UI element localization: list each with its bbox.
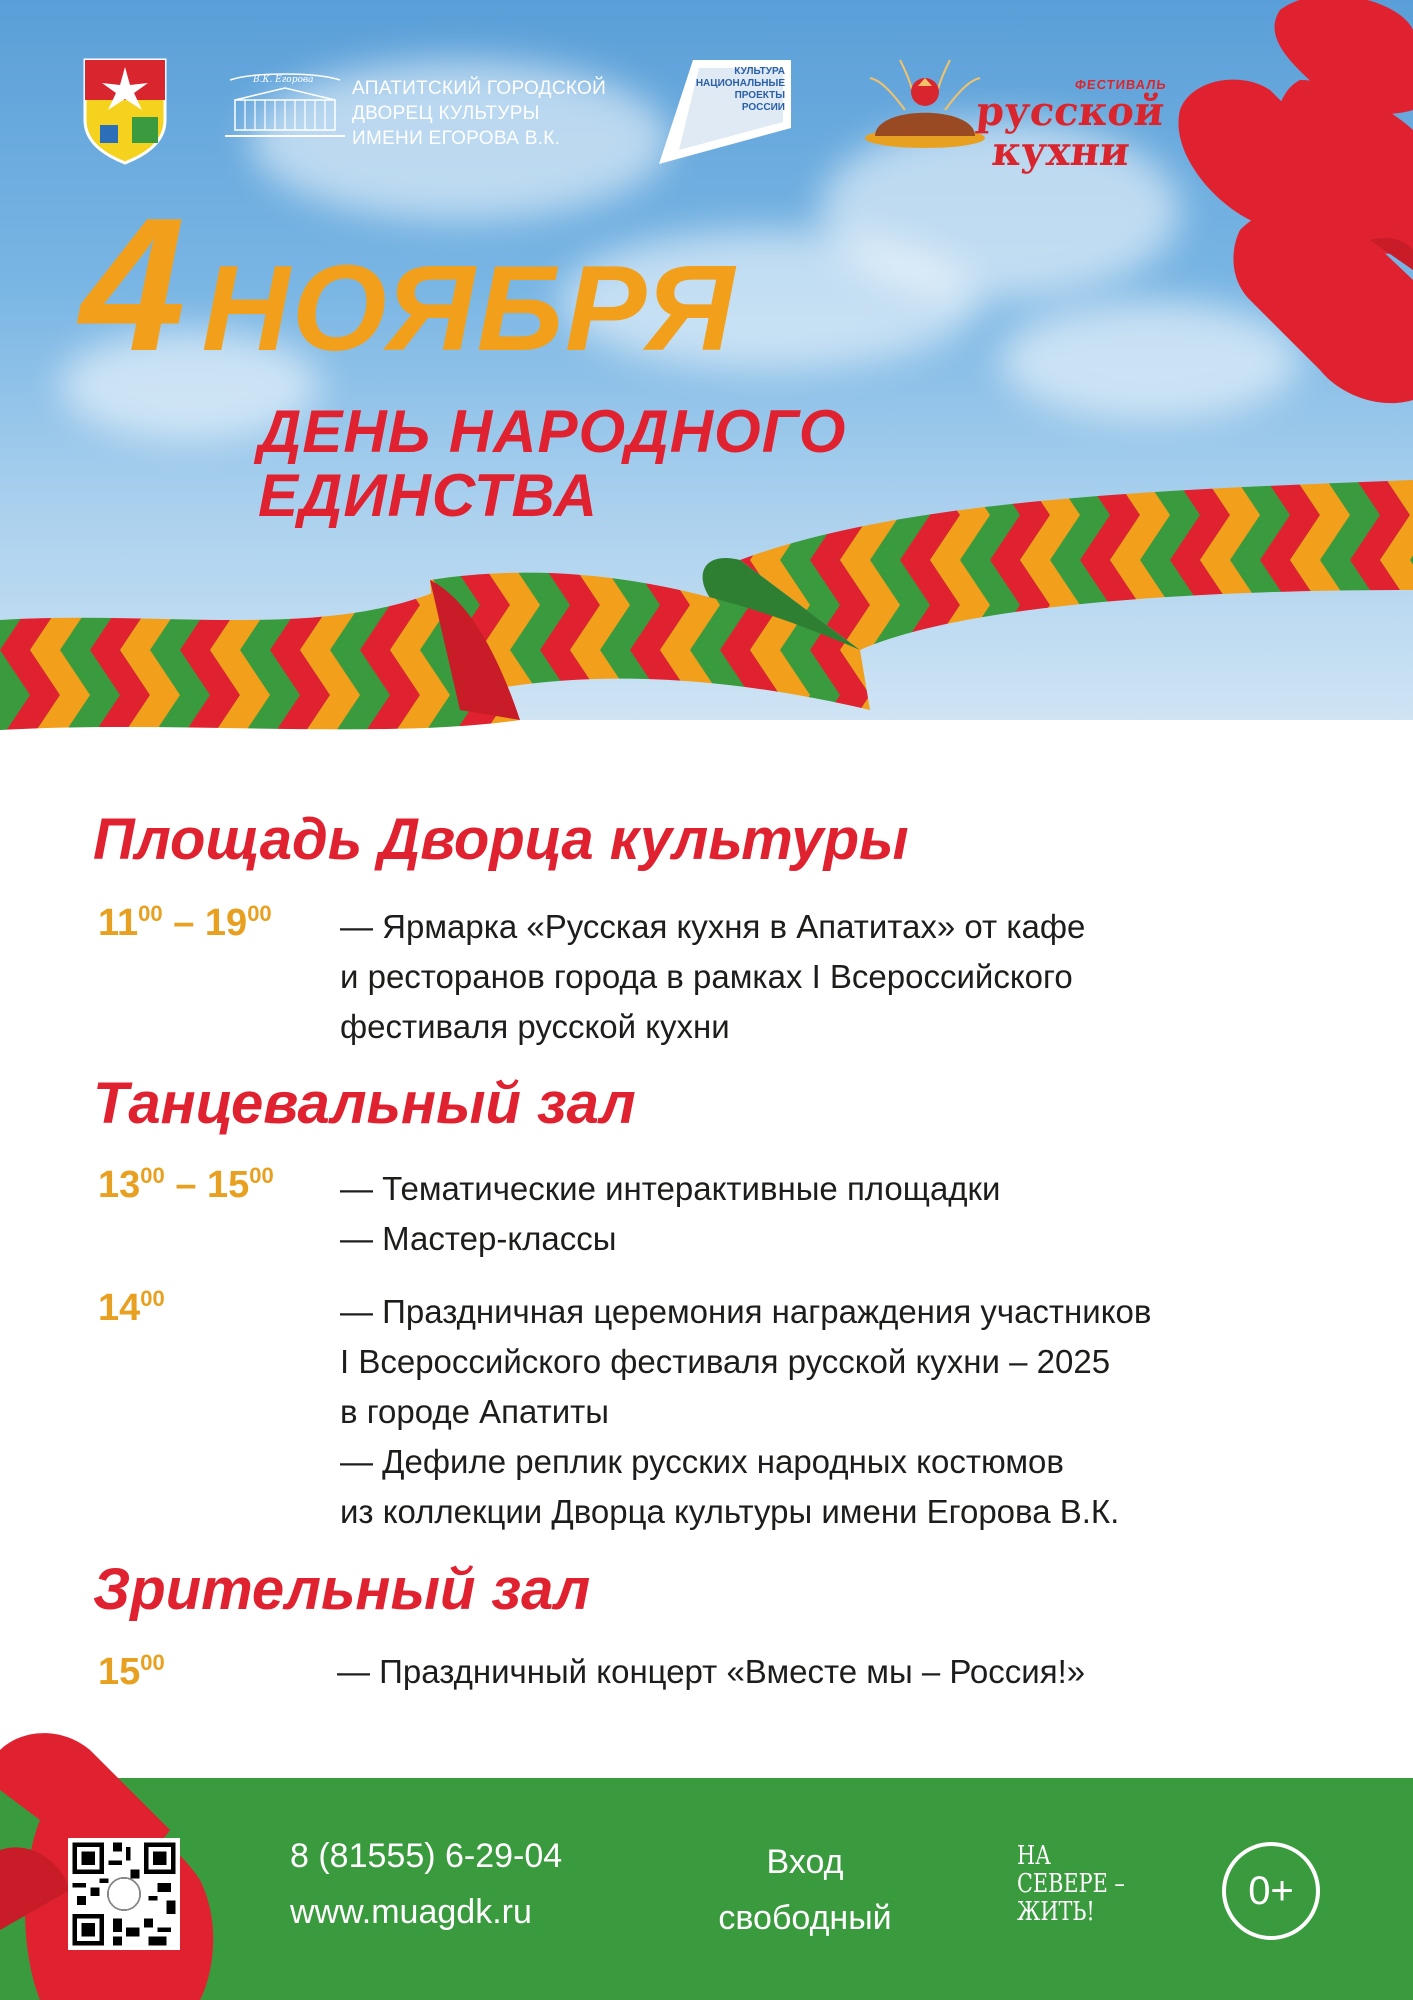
section-title-auditorium: Зрительный зал [93,1557,591,1622]
website-link[interactable]: www.muagdk.ru [290,1893,532,1931]
event-time: $15^{00}$ [98,1650,165,1693]
event-time: $11^{00} - 19^{00}$ [98,901,272,944]
holiday-name: ДЕНЬ НАРОДНОГО ЕДИНСТВА [258,398,847,529]
palace-of-culture-logo [225,70,345,145]
organizer-name: АПАТИТСКИЙ ГОРОДСКОЙ ДВОРЕЦ КУЛЬТУРЫ ИМЕНИ ЕГОРОВА В.К. [352,78,607,149]
event-description: — Праздничный концерт «Вместе мы – Россия!» [337,1653,1086,1690]
date-day: 4 [80,179,182,391]
national-projects-text: КУЛЬТУРА НАЦИОНАЛЬНЫЕ ПРОЕКТЫ РОССИИ [695,66,785,113]
date-month: НОЯБРЯ [201,240,737,376]
city-crest-icon [80,55,170,165]
event-description: — Праздничная церемония награждения участников I Всероссийского фестиваля русской кухни – 2025 в городе Апатиты — Дефиле реплик русских народных костюмов из коллекции Дворца культуры имени Егорова В.К. [340,1293,1152,1530]
entry-info: Вход свободный [718,1843,892,1937]
tricolor-ribbon-decoration [0,470,1413,770]
contacts [290,1828,562,1940]
red-petals-decoration [1150,0,1413,420]
event-date [80,179,737,391]
age-rating-badge: 0+ [1222,1842,1320,1940]
section-title-square: Площадь Дворца культуры [93,807,909,872]
section-title-dance-hall: Танцевальный зал [93,1071,636,1136]
event-description: — Тематические интерактивные площадки — Мастер-классы [340,1170,1001,1257]
festival-title: ФЕСТИВАЛЬ русской кухни [973,77,1168,175]
event-time: $14^{00}$ [98,1286,165,1329]
slogan: НА СЕВЕРЕ – ЖИТЬ! [1017,1841,1125,1927]
event-description: — Ярмарка «Русская кухня в Апатитах» от кафе и ресторанов города в рамках I Всероссийского фестиваля русской кухни [340,908,1086,1045]
phone-number[interactable]: 8 (81555) 6-29-04 [290,1837,563,1875]
dk-logo-signature: В.К. Егорова [253,75,314,85]
event-time: $13^{00} - 15^{00}$ [98,1163,274,1206]
qr-code[interactable] [68,1838,180,1950]
